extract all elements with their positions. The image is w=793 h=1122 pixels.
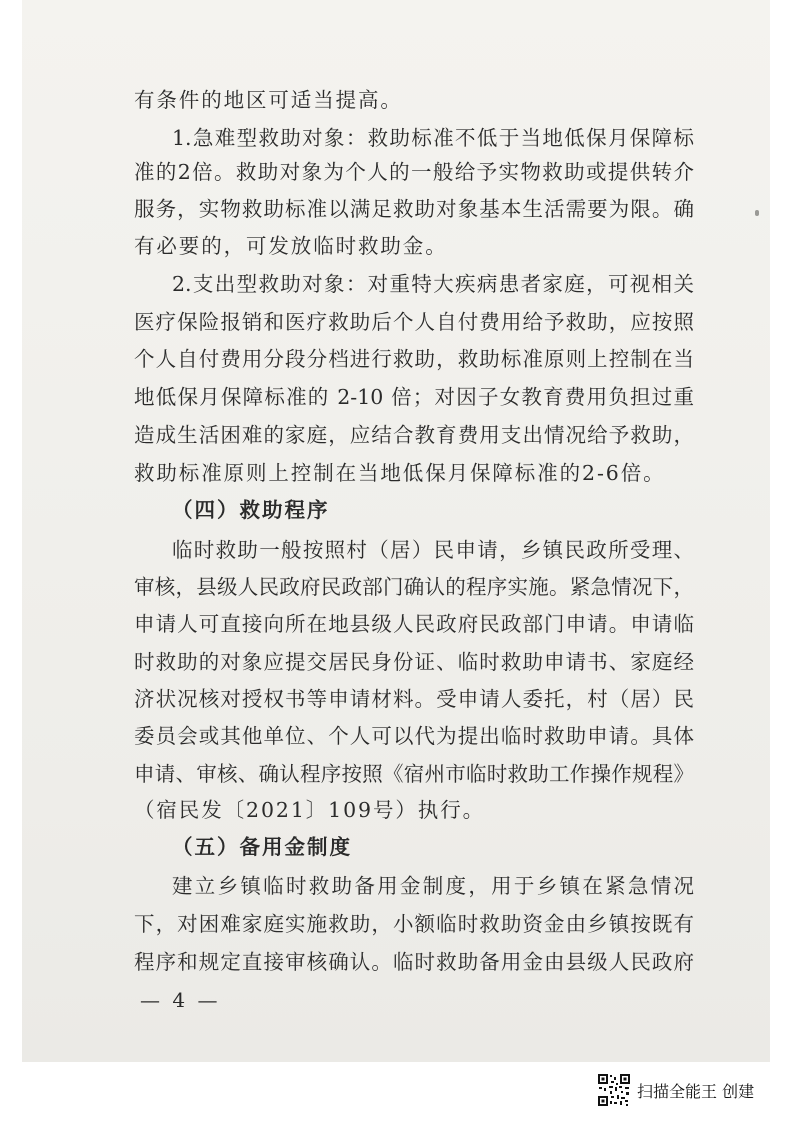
qr-code-icon — [597, 1073, 631, 1107]
text-line: 申请、审核、确认程序按照《宿州市临时救助工作操作规程》 — [134, 762, 694, 786]
text-line: 2.支出型救助对象：对重特大疾病患者家庭，可视相关 — [172, 272, 694, 296]
text-line: 时救助的对象应提交居民身份证、临时救助申请书、家庭经 — [134, 650, 694, 674]
text-line: 临时救助一般按照村（居）民申请，乡镇民政所受理、 — [172, 538, 694, 562]
text-line: 服务，实物救助标准以满足救助对象基本生活需要为限。确 — [134, 197, 694, 221]
text-line: 准的2倍。救助对象为个人的一般给予实物救助或提供转介 — [134, 160, 694, 184]
text-line: 建立乡镇临时救助备用金制度，用于乡镇在紧急情况 — [172, 874, 694, 898]
text-line: 有必要的，可发放临时救助金。 — [134, 234, 448, 258]
text-line: （宿民发〔2021〕109号）执行。 — [134, 798, 485, 822]
section-heading: （四）救助程序 — [172, 498, 330, 522]
text-line: 委员会或其他单位、个人可以代为提出临时救助申请。具体 — [134, 724, 694, 748]
text-line: 申请人可直接向所在地县级人民政府民政部门申请。申请临 — [134, 612, 694, 636]
page-number: — 4 — — [140, 988, 221, 1012]
text-line: 造成生活困难的家庭，应结合教育费用支出情况给予救助， — [134, 423, 694, 447]
text-line: 地低保月保障标准的 2-10 倍；对因子女教育费用负担过重 — [134, 385, 694, 409]
text-line: 程序和规定直接审核确认。临时救助备用金由县级人民政府 — [134, 950, 694, 974]
scanned-page — [22, 0, 770, 1062]
text-line: 济状况核对授权书等申请材料。受申请人委托，村（居）民 — [134, 687, 694, 711]
text-line: 医疗保险报销和医疗救助后个人自付费用给予救助，应按照 — [134, 310, 694, 334]
text-line: 下，对困难家庭实施救助，小额临时救助资金由乡镇按既有 — [134, 912, 694, 936]
text-line: 救助标准原则上控制在当地低保月保障标准的2-6倍。 — [134, 461, 666, 485]
scanner-label: 扫描全能王 创建 — [637, 1081, 755, 1101]
document-body — [22, 0, 770, 1062]
text-line: 有条件的地区可适当提高。 — [134, 88, 403, 112]
text-line: 1.急难型救助对象：救助标准不低于当地低保月保障标 — [172, 126, 694, 150]
section-heading: （五）备用金制度 — [172, 835, 352, 859]
scanner-watermark — [597, 1072, 754, 1108]
scan-speck — [755, 210, 759, 216]
text-line: 审核，县级人民政府民政部门确认的程序实施。紧急情况下， — [134, 575, 694, 599]
text-line: 个人自付费用分段分档进行救助，救助标准原则上控制在当 — [134, 347, 694, 371]
